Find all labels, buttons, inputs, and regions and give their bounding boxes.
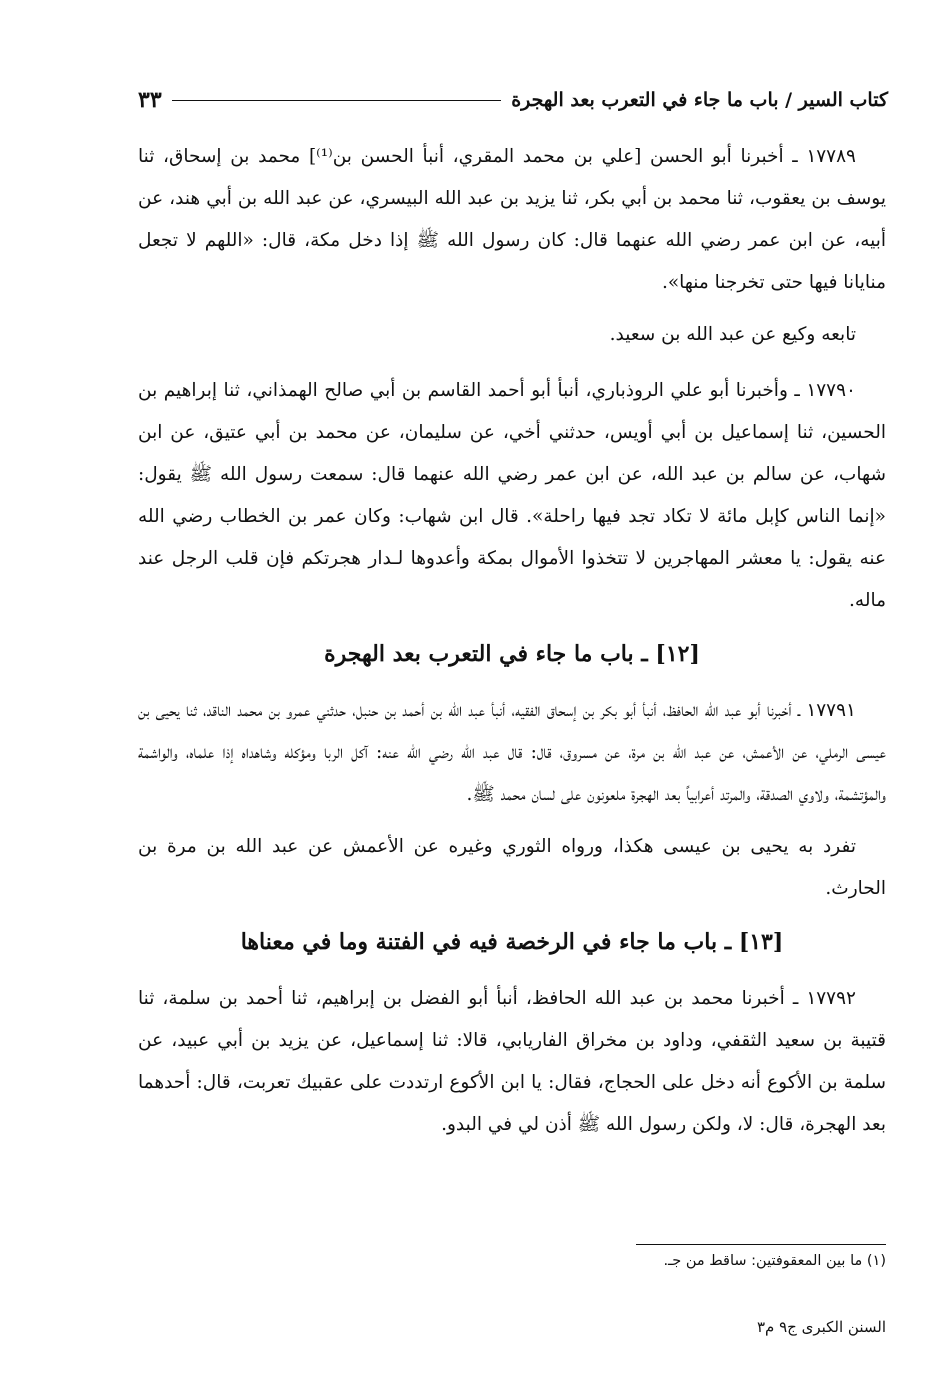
commentary-paragraph: تفرد به يحيى بن عيسى هكذا، ورواه الثوري وغيره عن الأعمش عن عبد الله بن مرة بن الحارث. — [138, 836, 886, 899]
page-number: ٣٣ — [138, 87, 162, 113]
chapter-heading-13: [١٣] ـ باب ما جاء في الرخصة فيه في الفتنة وما في معناها — [240, 929, 784, 955]
footnote-1: (١) ما بين المعقوفتين: ساقط من جـ. — [663, 1253, 886, 1269]
footnote-rule — [636, 1244, 886, 1245]
hadith-17792: ١٧٧٩٢ ـ أخبرنا محمد بن عبد الله الحافظ، أنبأ أبو الفضل بن إبراهيم، ثنا أحمد بن سلمة، ثنا قتيبة بن سعيد الثقفي، وداود بن مخراق الفاريابي، قالا: ثنا إسماعيل، عن يزيد بن أبي عبيد، عن سلمة بن الأكوع أنه دخل على الحجاج، فقال: يا ابن الأكوع ارتددت على عقبيك تعربت، قال: أحدهما بعد الهجرة، قال: لا، ولكن رسول الله ﷺ أذن لي في البدو. — [138, 988, 886, 1135]
printer-signature: السنن الكبرى ج٩ م٣ — [756, 1318, 886, 1336]
main-text — [138, 136, 886, 1156]
header-title: كتاب السير / باب ما جاء في التعرب بعد الهجرة — [511, 89, 888, 111]
running-header — [138, 80, 888, 120]
hadith-17789: ١٧٧٨٩ ـ أخبرنا أبو الحسن [علي بن محمد المقري، أنبأ الحسن بن⁽¹⁾] محمد بن إسحاق، ثنا يوسف بن يعقوب، ثنا محمد بن أبي بكر، ثنا يزيد بن عبد الله البيسري، عن عبد الله بن أبي هند، عن أبيه، عن ابن عمر رضي الله عنهما قال: كان رسول الله ﷺ إذا دخل مكة، قال: «اللهم لا تجعل منايانا فيها حتى تخرجنا منها». — [138, 146, 886, 293]
footnotes — [636, 1244, 886, 1269]
header-rule — [172, 100, 502, 101]
hadith-17790: ١٧٧٩٠ ـ وأخبرنا أبو علي الروذباري، أنبأ أبو أحمد القاسم بن أبي صالح الهمذاني، ثنا إبراهيم بن الحسين، ثنا إسماعيل بن أبي أويس، حدثني أخي، عن سليمان، عن محمد بن أبي عتيق، عن ابن شهاب، عن سالم بن عبد الله، عن ابن عمر رضي الله عنهما قال: سمعت رسول الله ﷺ يقول: «إنما الناس كإبل مائة لا تكاد تجد فيها راحلة». قال ابن شهاب: وكان عمر بن الخطاب رضي الله عنه يقول: يا معشر المهاجرين لا تتخذوا الأموال بمكة وأعدوها لـدار هجرتكم فإن قلب الرجل عند ماله. — [138, 380, 886, 611]
chapter-heading-12: [١٢] ـ باب ما جاء في التعرب بعد الهجرة — [324, 641, 700, 667]
hadith-17791: ١٧٧٩١ ـ أخبرنا أبو عبد الله الحافظ، أنبأ أبو بكر بن إسحاق الفقيه، أنبأ عبد الله بن أحمد بن حنبل، حدثني عمرو بن محمد الناقد، ثنا يحيى بن عيسى الرملي، عن الأعمش، عن عبد الله بن مرة، عن مسروق، قال: قال عبد الله رضي الله عنه: آكل الربا ومؤكله وشاهداه إذا علماه، والواشمة والمؤتشمة، ولاوي الصدقة، والمرتد أعرابياً بعد الهجرة ملعونون على لسان محمد ﷺ. — [138, 700, 886, 805]
note-paragraph: تابعه وكيع عن عبد الله بن سعيد. — [609, 324, 856, 345]
